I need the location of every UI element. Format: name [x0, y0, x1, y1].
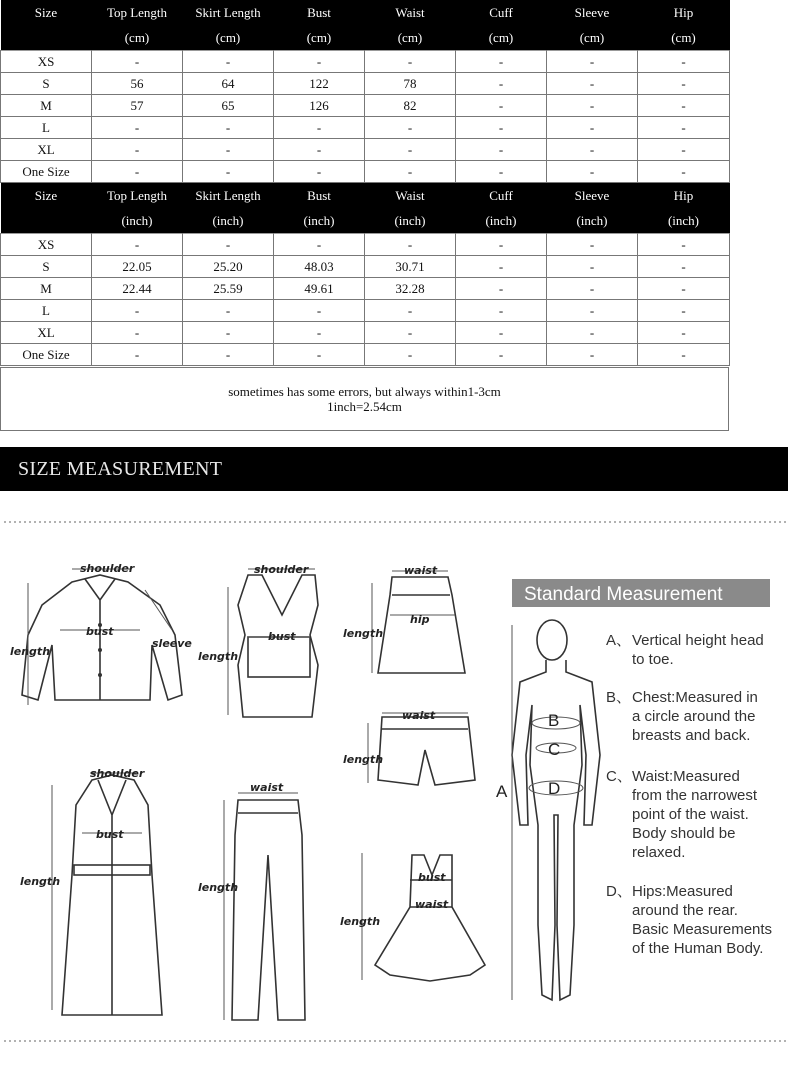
value-cell: -: [92, 117, 183, 139]
value-cell: 65: [183, 95, 274, 117]
table-header-row: [1, 0, 730, 51]
value-cell: 82: [365, 95, 456, 117]
value-cell: -: [456, 278, 547, 300]
length-label: length: [343, 627, 384, 640]
blouse-illustration: [10, 562, 192, 705]
standard-item-line: Vertical height head: [632, 632, 764, 649]
header-hip: Hip (cm): [671, 5, 696, 45]
value-cell: -: [547, 278, 638, 300]
value-cell: -: [638, 51, 730, 73]
value-cell: -: [456, 51, 547, 73]
value-cell: 122: [274, 73, 365, 95]
bust-label: bust: [268, 630, 296, 643]
skirt-illustration: [343, 564, 465, 673]
header-size: Size: [34, 5, 58, 20]
value-cell: -: [547, 73, 638, 95]
value-cell: -: [183, 51, 274, 73]
value-cell: -: [547, 300, 638, 322]
shorts-illustration: [343, 709, 475, 785]
table-row: [1, 344, 730, 366]
table-row: [1, 256, 730, 278]
value-cell: -: [365, 139, 456, 161]
standard-item-line: Waist:Measured: [632, 768, 740, 785]
length-label: length: [198, 881, 239, 894]
value-cell: -: [638, 139, 730, 161]
standard-item-key: C、: [606, 768, 632, 785]
header-top-length: Top Length (inch): [106, 188, 168, 228]
value-cell: -: [274, 139, 365, 161]
size-cell: One Size: [1, 161, 92, 183]
value-cell: -: [365, 344, 456, 366]
header-skirt-length: Skirt Length (cm): [195, 5, 261, 45]
size-table-inch: [0, 183, 730, 366]
table-header-row: [1, 183, 730, 234]
size-cell: XL: [1, 322, 92, 344]
shoulder-label: shoulder: [90, 767, 145, 780]
waist-label: waist: [250, 781, 284, 794]
waist-label: waist: [415, 898, 449, 911]
table-row: [1, 278, 730, 300]
value-cell: -: [456, 161, 547, 183]
standard-item-key: A、: [606, 632, 632, 649]
body-letter-c: C: [548, 740, 561, 759]
standard-measurement-list: [606, 632, 772, 957]
value-cell: -: [638, 344, 730, 366]
size-cell: S: [1, 73, 92, 95]
section-banner: [0, 447, 788, 491]
value-cell: -: [183, 117, 274, 139]
size-cell: L: [1, 300, 92, 322]
body-letter-b: B: [548, 711, 560, 730]
size-cell: S: [1, 256, 92, 278]
value-cell: -: [365, 161, 456, 183]
length-label: length: [343, 753, 384, 766]
value-cell: -: [638, 95, 730, 117]
value-cell: -: [547, 51, 638, 73]
waist-label: waist: [402, 709, 436, 722]
header-waist: Waist (inch): [394, 188, 426, 228]
value-cell: -: [638, 234, 730, 256]
value-cell: -: [92, 300, 183, 322]
table-body-inch: [1, 234, 730, 366]
value-cell: -: [274, 234, 365, 256]
standard-title: Standard Measurement: [524, 584, 723, 605]
standard-item-line: Basic Measurements: [632, 921, 773, 938]
value-cell: -: [183, 300, 274, 322]
pants-illustration: [198, 781, 305, 1020]
value-cell: -: [638, 117, 730, 139]
standard-item-line: of the Human Body.: [632, 940, 764, 957]
size-cell: M: [1, 95, 92, 117]
size-cell: XS: [1, 51, 92, 73]
value-cell: -: [456, 344, 547, 366]
value-cell: 126: [274, 95, 365, 117]
value-cell: 25.20: [183, 256, 274, 278]
shoulder-label: shoulder: [254, 563, 309, 576]
bust-label: bust: [418, 871, 446, 884]
value-cell: -: [547, 117, 638, 139]
section-title: SIZE MEASUREMENT: [18, 458, 223, 480]
value-cell: -: [274, 322, 365, 344]
size-cell: One Size: [1, 344, 92, 366]
table-row: [1, 51, 730, 73]
value-cell: -: [547, 322, 638, 344]
header-bust: Bust (inch): [303, 188, 335, 228]
value-cell: -: [456, 256, 547, 278]
value-cell: -: [638, 161, 730, 183]
table-row: [1, 322, 730, 344]
measurement-diagram: [0, 495, 793, 1055]
value-cell: -: [183, 161, 274, 183]
value-cell: 48.03: [274, 256, 365, 278]
value-cell: -: [274, 344, 365, 366]
length-label: length: [20, 875, 61, 888]
value-cell: -: [638, 73, 730, 95]
header-cuff: Cuff (cm): [488, 5, 514, 45]
standard-item-line: to toe.: [632, 651, 674, 668]
value-cell: -: [92, 344, 183, 366]
note-conversion: 1inch=2.54cm: [327, 399, 402, 414]
size-cell: XL: [1, 139, 92, 161]
value-cell: -: [274, 161, 365, 183]
value-cell: 25.59: [183, 278, 274, 300]
value-cell: -: [547, 161, 638, 183]
value-cell: 30.71: [365, 256, 456, 278]
tank-top-illustration: [198, 563, 318, 717]
dress-illustration: [340, 853, 485, 981]
standard-item-line: a circle around the: [632, 708, 756, 725]
table-row: [1, 234, 730, 256]
value-cell: 49.61: [274, 278, 365, 300]
header-cuff: Cuff (inch): [485, 188, 517, 228]
value-cell: -: [547, 139, 638, 161]
value-cell: -: [365, 322, 456, 344]
value-cell: -: [638, 256, 730, 278]
standard-item-line: from the narrowest: [632, 787, 758, 804]
value-cell: 57: [92, 95, 183, 117]
length-label: length: [10, 645, 51, 658]
header-skirt-length: Skirt Length (inch): [195, 188, 261, 228]
standard-item-line: Body should be: [632, 825, 736, 842]
size-cell: M: [1, 278, 92, 300]
bust-label: bust: [96, 828, 124, 841]
value-cell: -: [92, 51, 183, 73]
value-cell: 78: [365, 73, 456, 95]
value-cell: -: [547, 256, 638, 278]
value-cell: -: [365, 234, 456, 256]
shoulder-label: shoulder: [80, 562, 135, 575]
value-cell: -: [456, 117, 547, 139]
standard-item-line: breasts and back.: [632, 727, 751, 744]
coat-illustration: [20, 767, 162, 1015]
value-cell: -: [183, 344, 274, 366]
value-cell: -: [456, 234, 547, 256]
value-cell: 56: [92, 73, 183, 95]
value-cell: -: [183, 322, 274, 344]
header-hip: Hip (inch): [667, 188, 700, 228]
standard-item-line: Hips:Measured: [632, 883, 733, 900]
body-letter-a: A: [496, 782, 508, 801]
standard-item-key: B、: [606, 689, 632, 706]
size-cell: XS: [1, 234, 92, 256]
table-row: [1, 73, 730, 95]
standard-item-line: relaxed.: [632, 844, 686, 861]
table-row: [1, 95, 730, 117]
standard-item-key: D、: [606, 883, 632, 900]
length-label: length: [340, 915, 381, 928]
header-sleeve: Sleeve (cm): [574, 5, 610, 45]
value-cell: -: [274, 300, 365, 322]
value-cell: -: [274, 51, 365, 73]
value-cell: -: [92, 161, 183, 183]
size-table-cm: [0, 0, 730, 183]
header-sleeve: Sleeve (inch): [574, 188, 610, 228]
header-bust: Bust (cm): [306, 5, 332, 45]
table-row: [1, 300, 730, 322]
value-cell: -: [456, 95, 547, 117]
value-cell: -: [456, 139, 547, 161]
header-waist: Waist (cm): [395, 5, 425, 45]
value-cell: -: [183, 139, 274, 161]
standard-item-line: point of the waist.: [632, 806, 749, 823]
measurement-note: [0, 367, 729, 431]
value-cell: 32.28: [365, 278, 456, 300]
body-letter-d: D: [548, 779, 561, 798]
value-cell: -: [274, 117, 365, 139]
length-label: length: [198, 650, 239, 663]
header-top-length: Top Length (cm): [106, 5, 168, 45]
value-cell: -: [547, 344, 638, 366]
value-cell: -: [365, 51, 456, 73]
value-cell: -: [638, 278, 730, 300]
value-cell: -: [365, 117, 456, 139]
value-cell: -: [183, 234, 274, 256]
value-cell: -: [365, 300, 456, 322]
note-error-range: sometimes has some errors, but always within1-3cm: [228, 384, 501, 399]
body-figure-illustration: [496, 620, 600, 1000]
size-cell: L: [1, 117, 92, 139]
value-cell: 22.44: [92, 278, 183, 300]
table-row: [1, 117, 730, 139]
value-cell: -: [547, 234, 638, 256]
value-cell: -: [92, 322, 183, 344]
value-cell: -: [92, 139, 183, 161]
value-cell: -: [638, 300, 730, 322]
standard-item-line: Chest:Measured in: [632, 689, 758, 706]
value-cell: -: [547, 95, 638, 117]
hip-label: hip: [410, 613, 430, 626]
value-cell: -: [456, 73, 547, 95]
standard-item-line: around the rear.: [632, 902, 738, 919]
value-cell: -: [638, 322, 730, 344]
waist-label: waist: [404, 564, 438, 577]
value-cell: 64: [183, 73, 274, 95]
table-row: [1, 139, 730, 161]
table-body-cm: [1, 51, 730, 183]
header-size: Size: [34, 188, 58, 203]
value-cell: -: [456, 300, 547, 322]
value-cell: -: [92, 234, 183, 256]
value-cell: -: [456, 322, 547, 344]
value-cell: 22.05: [92, 256, 183, 278]
bust-label: bust: [86, 625, 114, 638]
sleeve-label: sleeve: [152, 637, 192, 650]
table-row: [1, 161, 730, 183]
